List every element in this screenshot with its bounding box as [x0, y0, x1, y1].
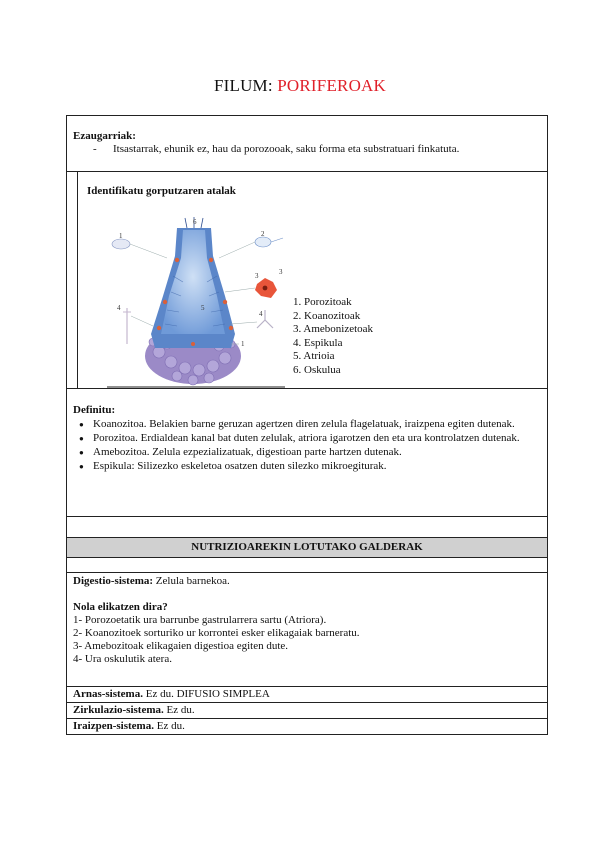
title-prefix: FILUM:	[213, 76, 278, 95]
figure-number: 3	[279, 268, 283, 276]
circulation-row	[66, 703, 548, 719]
feeding-step: 3- Amebozitoak elikagaien digestioa egiten dute.	[73, 640, 289, 652]
page-title	[0, 76, 600, 96]
part-name: 4. Espikula	[293, 336, 343, 349]
definition-item: ● Koanozitoa. Belakien barne geruzan agertzen diren zelula flagelatuak, iraizpena egiten dutenak.	[79, 418, 541, 431]
spicule-illustration-right	[231, 310, 273, 328]
circulation-value: Ez du.	[163, 704, 195, 716]
identify-heading: Identifikatu gorputzaren atalak	[87, 185, 236, 197]
figure-number: 3	[255, 272, 259, 280]
definition-item: ● Porozitoa. Erdialdean kanal bat duten zelulak, atriora igarotzen den eta ura kontrolatzen dutenak.	[79, 432, 541, 445]
amoebocyte-illustration	[225, 278, 277, 298]
definitions-heading: Definitu:	[73, 404, 116, 416]
nutrition-header: NUTRIZIOAREKIN LOTUTAKO GALDERAK	[67, 538, 547, 557]
digestion-label: Digestio-sistema:	[73, 575, 154, 587]
identify-section	[66, 172, 548, 389]
figure-number: 1	[241, 340, 245, 348]
spicule-illustration-left	[123, 308, 153, 344]
figure-number: 5	[201, 304, 205, 312]
definitions-list	[73, 418, 541, 473]
part-name: 1. Porozitoak	[293, 296, 352, 308]
spacer-row	[66, 517, 548, 538]
choanocyte-illustration	[112, 239, 167, 258]
features-section	[66, 115, 548, 172]
feeding-heading: Nola elikatzen dira?	[73, 601, 168, 613]
figure-number: 2	[261, 230, 265, 238]
figure-number: 1	[119, 232, 123, 240]
excretion-label: Iraizpen-sistema.	[73, 720, 154, 732]
spacer-row	[66, 558, 548, 573]
part-name: 3. Amebonizetoak	[293, 323, 374, 335]
excretion-value: Ez du.	[153, 720, 185, 732]
feeding-step: 4- Ura oskulutik atera.	[73, 653, 172, 665]
digestion-value: Zelula barnekoa.	[153, 575, 230, 587]
definitions-section	[66, 389, 548, 517]
definition-item: ● Amebozitoa. Zelula ezpezializatuak, digestioan parte hartzen dutenak.	[79, 446, 541, 459]
features-item: - Itsastarrak, ehunik ez, hau da porozooak, saku forma eta substratuari finkatuta.	[73, 143, 541, 156]
figure-number: 4	[259, 310, 263, 318]
part-names-list	[293, 296, 373, 377]
definition-item: ● Espikula: Silizezko eskeletoa osatzen duten silezko mikroegiturak.	[79, 460, 541, 473]
features-list	[73, 143, 541, 156]
respiration-value: Ez du. DIFUSIO SIMPLEA	[142, 688, 270, 700]
sponge-diagram	[107, 216, 287, 388]
feeding-step: 2- Koanozitoek sorturiko ur korrontei esker elikagaiak barneratu.	[73, 627, 360, 639]
part-name: 6. Oskulua	[293, 363, 341, 376]
porocyte-illustration	[219, 237, 283, 258]
figure-number: 4	[117, 304, 121, 312]
worksheet-table	[66, 115, 548, 735]
digestion-section	[66, 573, 548, 687]
circulation-label: Zirkulazio-sistema.	[73, 704, 164, 716]
part-name: 2. Koanozitoak	[293, 309, 361, 322]
part-name: 5. Atrioia	[293, 350, 335, 362]
figure-number: 6	[193, 218, 197, 226]
title-accent: PORIFEROAK	[277, 76, 387, 95]
nutrition-header-row	[66, 538, 548, 558]
features-heading: Ezaugarriak:	[73, 130, 136, 142]
feeding-step: 1- Porozoetatik ura barrunbe gastrularrera sartu (Atriora).	[73, 614, 327, 626]
respiration-row	[66, 687, 548, 703]
respiration-label: Arnas-sistema.	[73, 688, 143, 700]
excretion-row	[66, 719, 548, 735]
